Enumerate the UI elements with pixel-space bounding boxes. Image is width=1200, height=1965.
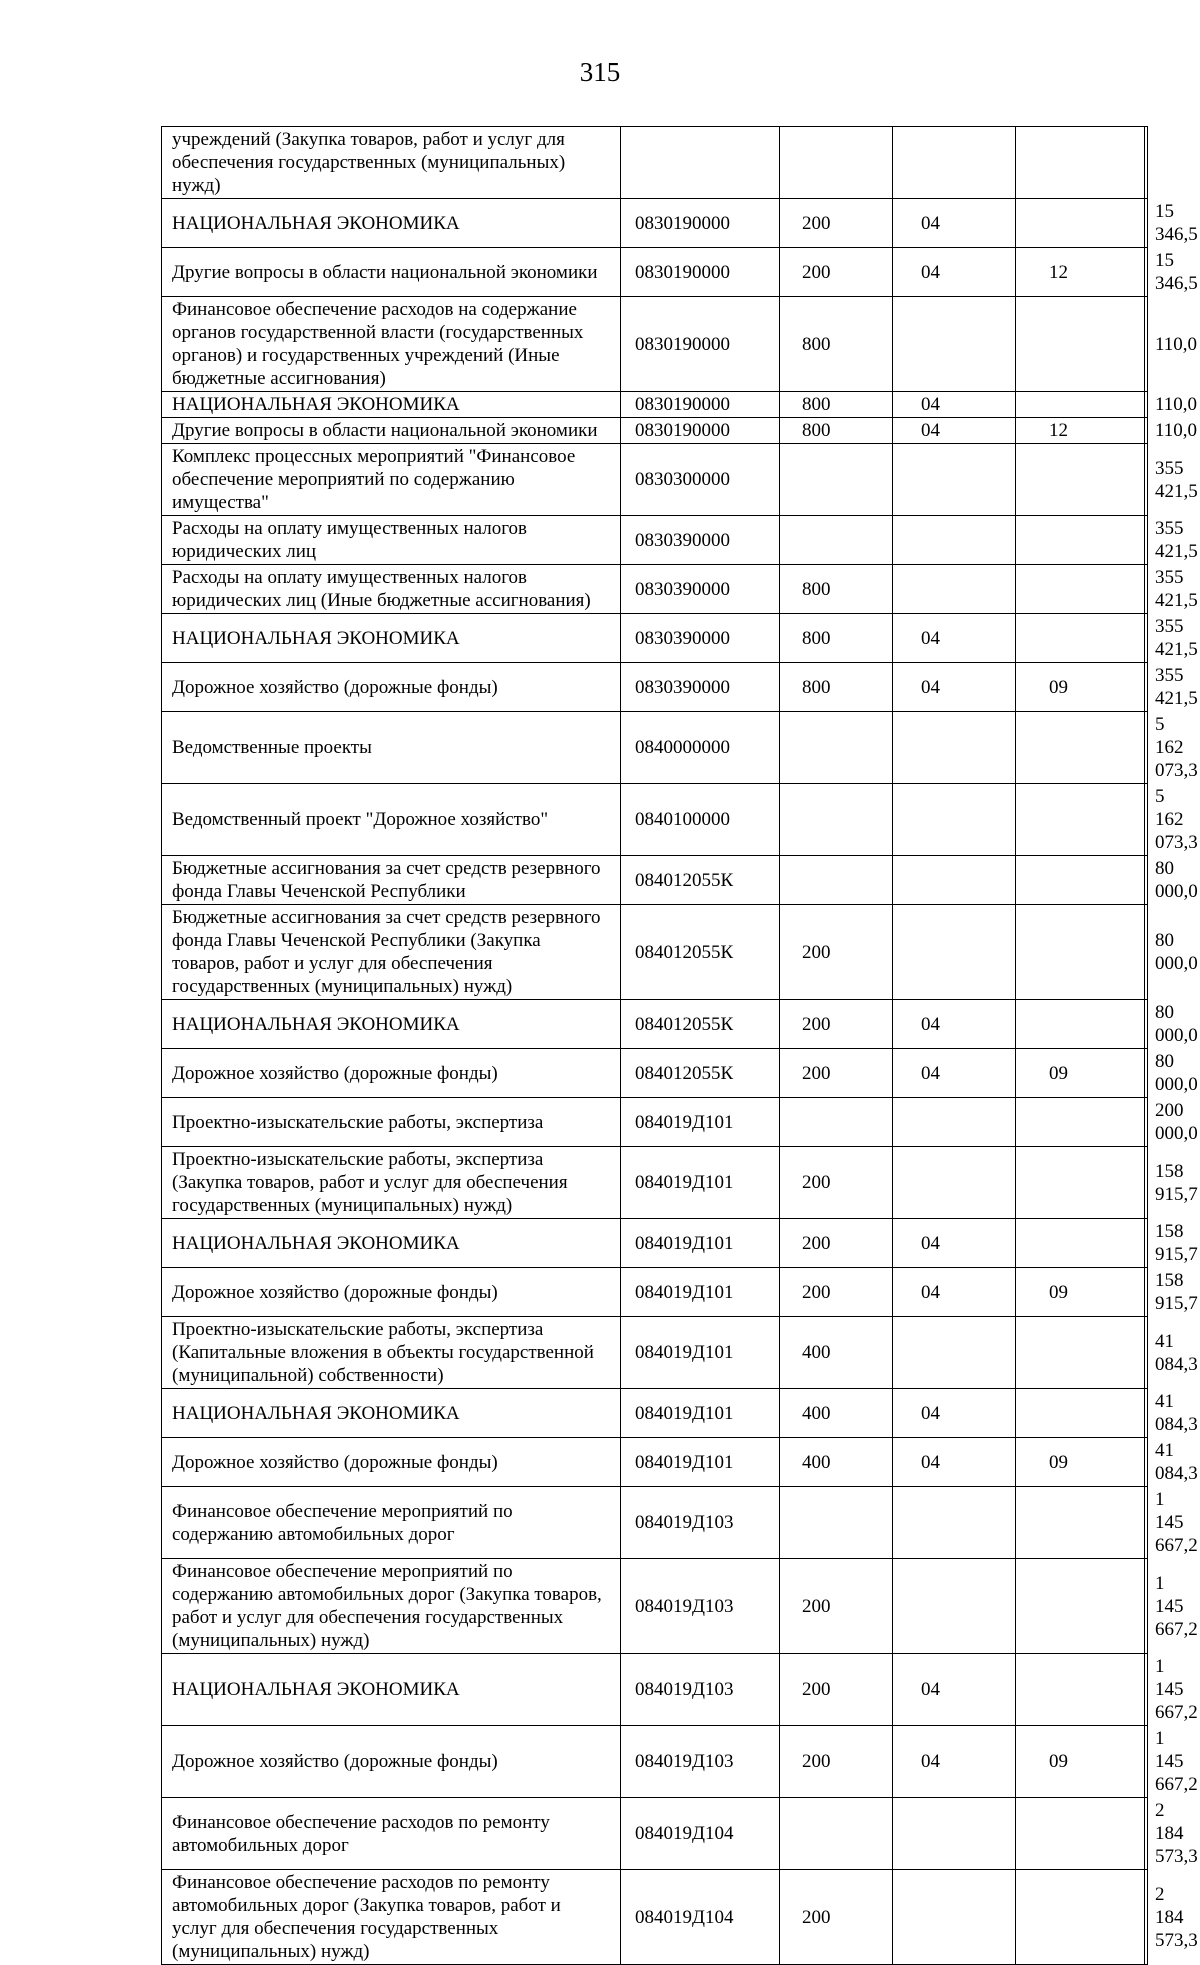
- subsection-code-cell: 09: [1016, 1049, 1145, 1098]
- table-row: [162, 1487, 1148, 1559]
- row-name-cell: Финансовое обеспечение мероприятий по содержанию автомобильных дорог (Закупка товаров, работ и услуг для обеспечения государственных (муниципальных) нужд): [162, 1559, 621, 1654]
- amount-cell: 80 000,0: [1145, 856, 1148, 905]
- section-code-cell: [893, 1798, 1016, 1870]
- target-article-code-cell: 084012055К: [621, 905, 780, 1000]
- amount-cell: 355 421,5: [1145, 663, 1148, 712]
- amount-cell: 355 421,5: [1145, 614, 1148, 663]
- table-row: [162, 1870, 1148, 1965]
- amount-cell: 15 346,5: [1145, 199, 1148, 248]
- target-article-code-cell: 0830390000: [621, 663, 780, 712]
- amount-cell: 158 915,7: [1145, 1147, 1148, 1219]
- row-name-cell: Другие вопросы в области национальной экономики: [162, 418, 621, 444]
- section-code-cell: 04: [893, 199, 1016, 248]
- subsection-code-cell: [1016, 199, 1145, 248]
- table-row: [162, 1317, 1148, 1389]
- expense-type-code-cell: 200: [780, 1219, 893, 1268]
- subsection-code-cell: [1016, 1487, 1145, 1559]
- amount-cell: 355 421,5: [1145, 516, 1148, 565]
- table-row: [162, 1098, 1148, 1147]
- section-code-cell: [893, 127, 1016, 199]
- amount-cell: 80 000,0: [1145, 1049, 1148, 1098]
- subsection-code-cell: [1016, 614, 1145, 663]
- table-row: [162, 1268, 1148, 1317]
- subsection-code-cell: 09: [1016, 1726, 1145, 1798]
- row-name-cell: Проектно-изыскательские работы, экспертиза (Капитальные вложения в объекты государственной (муниципальной) собственности): [162, 1317, 621, 1389]
- amount-cell: 2 184 573,3: [1145, 1798, 1148, 1870]
- section-code-cell: [893, 856, 1016, 905]
- expense-type-code-cell: 800: [780, 392, 893, 418]
- expense-type-code-cell: [780, 1098, 893, 1147]
- target-article-code-cell: 0830190000: [621, 199, 780, 248]
- table-row: [162, 1798, 1148, 1870]
- section-code-cell: [893, 1098, 1016, 1147]
- table-row: [162, 614, 1148, 663]
- row-name-cell: Дорожное хозяйство (дорожные фонды): [162, 1049, 621, 1098]
- expense-type-code-cell: 200: [780, 1870, 893, 1965]
- row-name-cell: Дорожное хозяйство (дорожные фонды): [162, 1726, 621, 1798]
- amount-cell: 80 000,0: [1145, 905, 1148, 1000]
- table-row: [162, 905, 1148, 1000]
- section-code-cell: [893, 1317, 1016, 1389]
- subsection-code-cell: [1016, 905, 1145, 1000]
- table-row: [162, 297, 1148, 392]
- section-code-cell: 04: [893, 1726, 1016, 1798]
- amount-cell: 1 145 667,2: [1145, 1726, 1148, 1798]
- expense-type-code-cell: 200: [780, 1000, 893, 1049]
- amount-cell: 15 346,5: [1145, 248, 1148, 297]
- expense-type-code-cell: [780, 856, 893, 905]
- expense-type-code-cell: 800: [780, 565, 893, 614]
- subsection-code-cell: [1016, 1000, 1145, 1049]
- subsection-code-cell: [1016, 127, 1145, 199]
- amount-cell: 80 000,0: [1145, 1000, 1148, 1049]
- target-article-code-cell: 084019Д103: [621, 1726, 780, 1798]
- target-article-code-cell: 084012055К: [621, 1049, 780, 1098]
- row-name-cell: НАЦИОНАЛЬНАЯ ЭКОНОМИКА: [162, 199, 621, 248]
- section-code-cell: 04: [893, 392, 1016, 418]
- subsection-code-cell: [1016, 297, 1145, 392]
- section-code-cell: 04: [893, 1000, 1016, 1049]
- target-article-code-cell: 084019Д101: [621, 1317, 780, 1389]
- row-name-cell: НАЦИОНАЛЬНАЯ ЭКОНОМИКА: [162, 392, 621, 418]
- expense-type-code-cell: 200: [780, 248, 893, 297]
- target-article-code-cell: 084019Д101: [621, 1098, 780, 1147]
- target-article-code-cell: 0830390000: [621, 516, 780, 565]
- expense-type-code-cell: 400: [780, 1389, 893, 1438]
- section-code-cell: 04: [893, 418, 1016, 444]
- target-article-code-cell: 084012055К: [621, 856, 780, 905]
- target-article-code-cell: 0840100000: [621, 784, 780, 856]
- expense-type-code-cell: 200: [780, 1049, 893, 1098]
- budget-table-body: [162, 127, 1198, 1965]
- amount-cell: 110,0: [1145, 392, 1148, 418]
- subsection-code-cell: [1016, 565, 1145, 614]
- section-code-cell: [893, 297, 1016, 392]
- subsection-code-cell: 12: [1016, 248, 1145, 297]
- table-row: [162, 1000, 1148, 1049]
- table-row: [162, 392, 1148, 418]
- expense-type-code-cell: 800: [780, 614, 893, 663]
- table-row: [162, 199, 1148, 248]
- expense-type-code-cell: [780, 127, 893, 199]
- row-name-cell: Расходы на оплату имущественных налогов юридических лиц (Иные бюджетные ассигнования): [162, 565, 621, 614]
- amount-cell: 158 915,7: [1145, 1268, 1148, 1317]
- row-name-cell: Финансовое обеспечение мероприятий по содержанию автомобильных дорог: [162, 1487, 621, 1559]
- table-row: [162, 516, 1148, 565]
- expense-type-code-cell: 200: [780, 1654, 893, 1726]
- amount-cell: 1 145 667,2: [1145, 1487, 1148, 1559]
- expense-type-code-cell: [780, 516, 893, 565]
- amount-cell: 110,0: [1145, 418, 1148, 444]
- amount-cell: 355 421,5: [1145, 444, 1148, 516]
- row-name-cell: Финансовое обеспечение расходов на содержание органов государственной власти (государственных органов) и государственных учреждений (Иные бюджетные ассигнования): [162, 297, 621, 392]
- section-code-cell: [893, 784, 1016, 856]
- subsection-code-cell: 09: [1016, 1438, 1145, 1487]
- section-code-cell: [893, 905, 1016, 1000]
- row-name-cell: Дорожное хозяйство (дорожные фонды): [162, 1268, 621, 1317]
- amount-cell: 5 162 073,3: [1145, 712, 1148, 784]
- section-code-cell: [893, 1147, 1016, 1219]
- target-article-code-cell: 0830300000: [621, 444, 780, 516]
- subsection-code-cell: [1016, 1559, 1145, 1654]
- table-row: [162, 1389, 1148, 1438]
- target-article-code-cell: 0830190000: [621, 248, 780, 297]
- expense-type-code-cell: 200: [780, 905, 893, 1000]
- section-code-cell: [893, 1487, 1016, 1559]
- target-article-code-cell: 084019Д104: [621, 1870, 780, 1965]
- section-code-cell: [893, 712, 1016, 784]
- section-code-cell: 04: [893, 1268, 1016, 1317]
- subsection-code-cell: [1016, 856, 1145, 905]
- subsection-code-cell: [1016, 1317, 1145, 1389]
- table-row: [162, 1438, 1148, 1487]
- target-article-code-cell: 084019Д101: [621, 1438, 780, 1487]
- expense-type-code-cell: 800: [780, 663, 893, 712]
- amount-cell: [1145, 127, 1148, 199]
- amount-cell: 2 184 573,3: [1145, 1870, 1148, 1965]
- subsection-code-cell: [1016, 1654, 1145, 1726]
- section-code-cell: 04: [893, 663, 1016, 712]
- expense-type-code-cell: [780, 1798, 893, 1870]
- subsection-code-cell: [1016, 1098, 1145, 1147]
- section-code-cell: 04: [893, 1219, 1016, 1268]
- table-row: [162, 1049, 1148, 1098]
- table-row: [162, 1654, 1148, 1726]
- table-row: [162, 1147, 1148, 1219]
- section-code-cell: 04: [893, 248, 1016, 297]
- table-row: [162, 712, 1148, 784]
- subsection-code-cell: 09: [1016, 663, 1145, 712]
- expense-type-code-cell: 400: [780, 1438, 893, 1487]
- target-article-code-cell: 0830190000: [621, 418, 780, 444]
- target-article-code-cell: 084012055К: [621, 1000, 780, 1049]
- expense-type-code-cell: 200: [780, 199, 893, 248]
- target-article-code-cell: 0840000000: [621, 712, 780, 784]
- expense-type-code-cell: 200: [780, 1559, 893, 1654]
- row-name-cell: НАЦИОНАЛЬНАЯ ЭКОНОМИКА: [162, 614, 621, 663]
- row-name-cell: Финансовое обеспечение расходов по ремонту автомобильных дорог (Закупка товаров, работ и услуг для обеспечения государственных (муниципальных) нужд): [162, 1870, 621, 1965]
- row-name-cell: Другие вопросы в области национальной экономики: [162, 248, 621, 297]
- amount-cell: 355 421,5: [1145, 565, 1148, 614]
- row-name-cell: Бюджетные ассигнования за счет средств резервного фонда Главы Чеченской Республики: [162, 856, 621, 905]
- expense-type-code-cell: [780, 1487, 893, 1559]
- subsection-code-cell: [1016, 1798, 1145, 1870]
- amount-cell: 1 145 667,2: [1145, 1559, 1148, 1654]
- expense-type-code-cell: [780, 712, 893, 784]
- target-article-code-cell: 0830390000: [621, 565, 780, 614]
- row-name-cell: НАЦИОНАЛЬНАЯ ЭКОНОМИКА: [162, 1654, 621, 1726]
- subsection-code-cell: [1016, 1870, 1145, 1965]
- subsection-code-cell: [1016, 516, 1145, 565]
- budget-table: [161, 126, 1198, 1965]
- amount-cell: 41 084,3: [1145, 1438, 1148, 1487]
- target-article-code-cell: 084019Д101: [621, 1389, 780, 1438]
- section-code-cell: [893, 516, 1016, 565]
- amount-cell: 5 162 073,3: [1145, 784, 1148, 856]
- target-article-code-cell: 084019Д101: [621, 1219, 780, 1268]
- target-article-code-cell: 084019Д101: [621, 1268, 780, 1317]
- amount-cell: 41 084,3: [1145, 1389, 1148, 1438]
- target-article-code-cell: 0830390000: [621, 614, 780, 663]
- subsection-code-cell: 09: [1016, 1268, 1145, 1317]
- section-code-cell: [893, 1870, 1016, 1965]
- row-name-cell: Проектно-изыскательские работы, экспертиза (Закупка товаров, работ и услуг для обеспечения государственных (муниципальных) нужд): [162, 1147, 621, 1219]
- subsection-code-cell: [1016, 444, 1145, 516]
- table-row: [162, 1726, 1148, 1798]
- row-name-cell: Дорожное хозяйство (дорожные фонды): [162, 1438, 621, 1487]
- section-code-cell: 04: [893, 1049, 1016, 1098]
- table-row: [162, 1219, 1148, 1268]
- subsection-code-cell: [1016, 712, 1145, 784]
- table-row: [162, 565, 1148, 614]
- table-row: [162, 248, 1148, 297]
- row-name-cell: НАЦИОНАЛЬНАЯ ЭКОНОМИКА: [162, 1389, 621, 1438]
- target-article-code-cell: 0830190000: [621, 392, 780, 418]
- amount-cell: 1 145 667,2: [1145, 1654, 1148, 1726]
- amount-cell: 200 000,0: [1145, 1098, 1148, 1147]
- row-name-cell: Ведомственный проект "Дорожное хозяйство": [162, 784, 621, 856]
- expense-type-code-cell: 200: [780, 1147, 893, 1219]
- expense-type-code-cell: 400: [780, 1317, 893, 1389]
- target-article-code-cell: 084019Д103: [621, 1559, 780, 1654]
- row-name-cell: НАЦИОНАЛЬНАЯ ЭКОНОМИКА: [162, 1219, 621, 1268]
- expense-type-code-cell: 200: [780, 1726, 893, 1798]
- table-row: [162, 784, 1148, 856]
- row-name-cell: Ведомственные проекты: [162, 712, 621, 784]
- table-row: [162, 444, 1148, 516]
- amount-cell: 158 915,7: [1145, 1219, 1148, 1268]
- subsection-code-cell: [1016, 784, 1145, 856]
- row-name-cell: учреждений (Закупка товаров, работ и услуг для обеспечения государственных (муниципальных) нужд): [162, 127, 621, 199]
- table-row: [162, 856, 1148, 905]
- expense-type-code-cell: 200: [780, 1268, 893, 1317]
- row-name-cell: НАЦИОНАЛЬНАЯ ЭКОНОМИКА: [162, 1000, 621, 1049]
- section-code-cell: 04: [893, 1438, 1016, 1487]
- page-number: 315: [579, 57, 621, 87]
- expense-type-code-cell: [780, 784, 893, 856]
- target-article-code-cell: 084019Д103: [621, 1487, 780, 1559]
- table-row: [162, 418, 1148, 444]
- section-code-cell: [893, 444, 1016, 516]
- section-code-cell: 04: [893, 1654, 1016, 1726]
- row-name-cell: Расходы на оплату имущественных налогов юридических лиц: [162, 516, 621, 565]
- table-row: [162, 663, 1148, 712]
- row-name-cell: Бюджетные ассигнования за счет средств резервного фонда Главы Чеченской Республики (Закупка товаров, работ и услуг для обеспечения государственных (муниципальных) нужд): [162, 905, 621, 1000]
- target-article-code-cell: 0830190000: [621, 297, 780, 392]
- subsection-code-cell: [1016, 392, 1145, 418]
- section-code-cell: [893, 1559, 1016, 1654]
- amount-cell: 110,0: [1145, 297, 1148, 392]
- expense-type-code-cell: [780, 444, 893, 516]
- target-article-code-cell: [621, 127, 780, 199]
- target-article-code-cell: 084019Д104: [621, 1798, 780, 1870]
- section-code-cell: [893, 565, 1016, 614]
- row-name-cell: Проектно-изыскательские работы, экспертиза: [162, 1098, 621, 1147]
- subsection-code-cell: [1016, 1147, 1145, 1219]
- table-row: [162, 1559, 1148, 1654]
- section-code-cell: 04: [893, 614, 1016, 663]
- subsection-code-cell: 12: [1016, 418, 1145, 444]
- row-name-cell: Комплекс процессных мероприятий "Финансовое обеспечение мероприятий по содержанию имущества": [162, 444, 621, 516]
- amount-cell: 41 084,3: [1145, 1317, 1148, 1389]
- row-name-cell: Финансовое обеспечение расходов по ремонту автомобильных дорог: [162, 1798, 621, 1870]
- expense-type-code-cell: 800: [780, 418, 893, 444]
- target-article-code-cell: 084019Д101: [621, 1147, 780, 1219]
- subsection-code-cell: [1016, 1389, 1145, 1438]
- row-name-cell: Дорожное хозяйство (дорожные фонды): [162, 663, 621, 712]
- expense-type-code-cell: 800: [780, 297, 893, 392]
- section-code-cell: 04: [893, 1389, 1016, 1438]
- target-article-code-cell: 084019Д103: [621, 1654, 780, 1726]
- table-row: [162, 127, 1148, 199]
- subsection-code-cell: [1016, 1219, 1145, 1268]
